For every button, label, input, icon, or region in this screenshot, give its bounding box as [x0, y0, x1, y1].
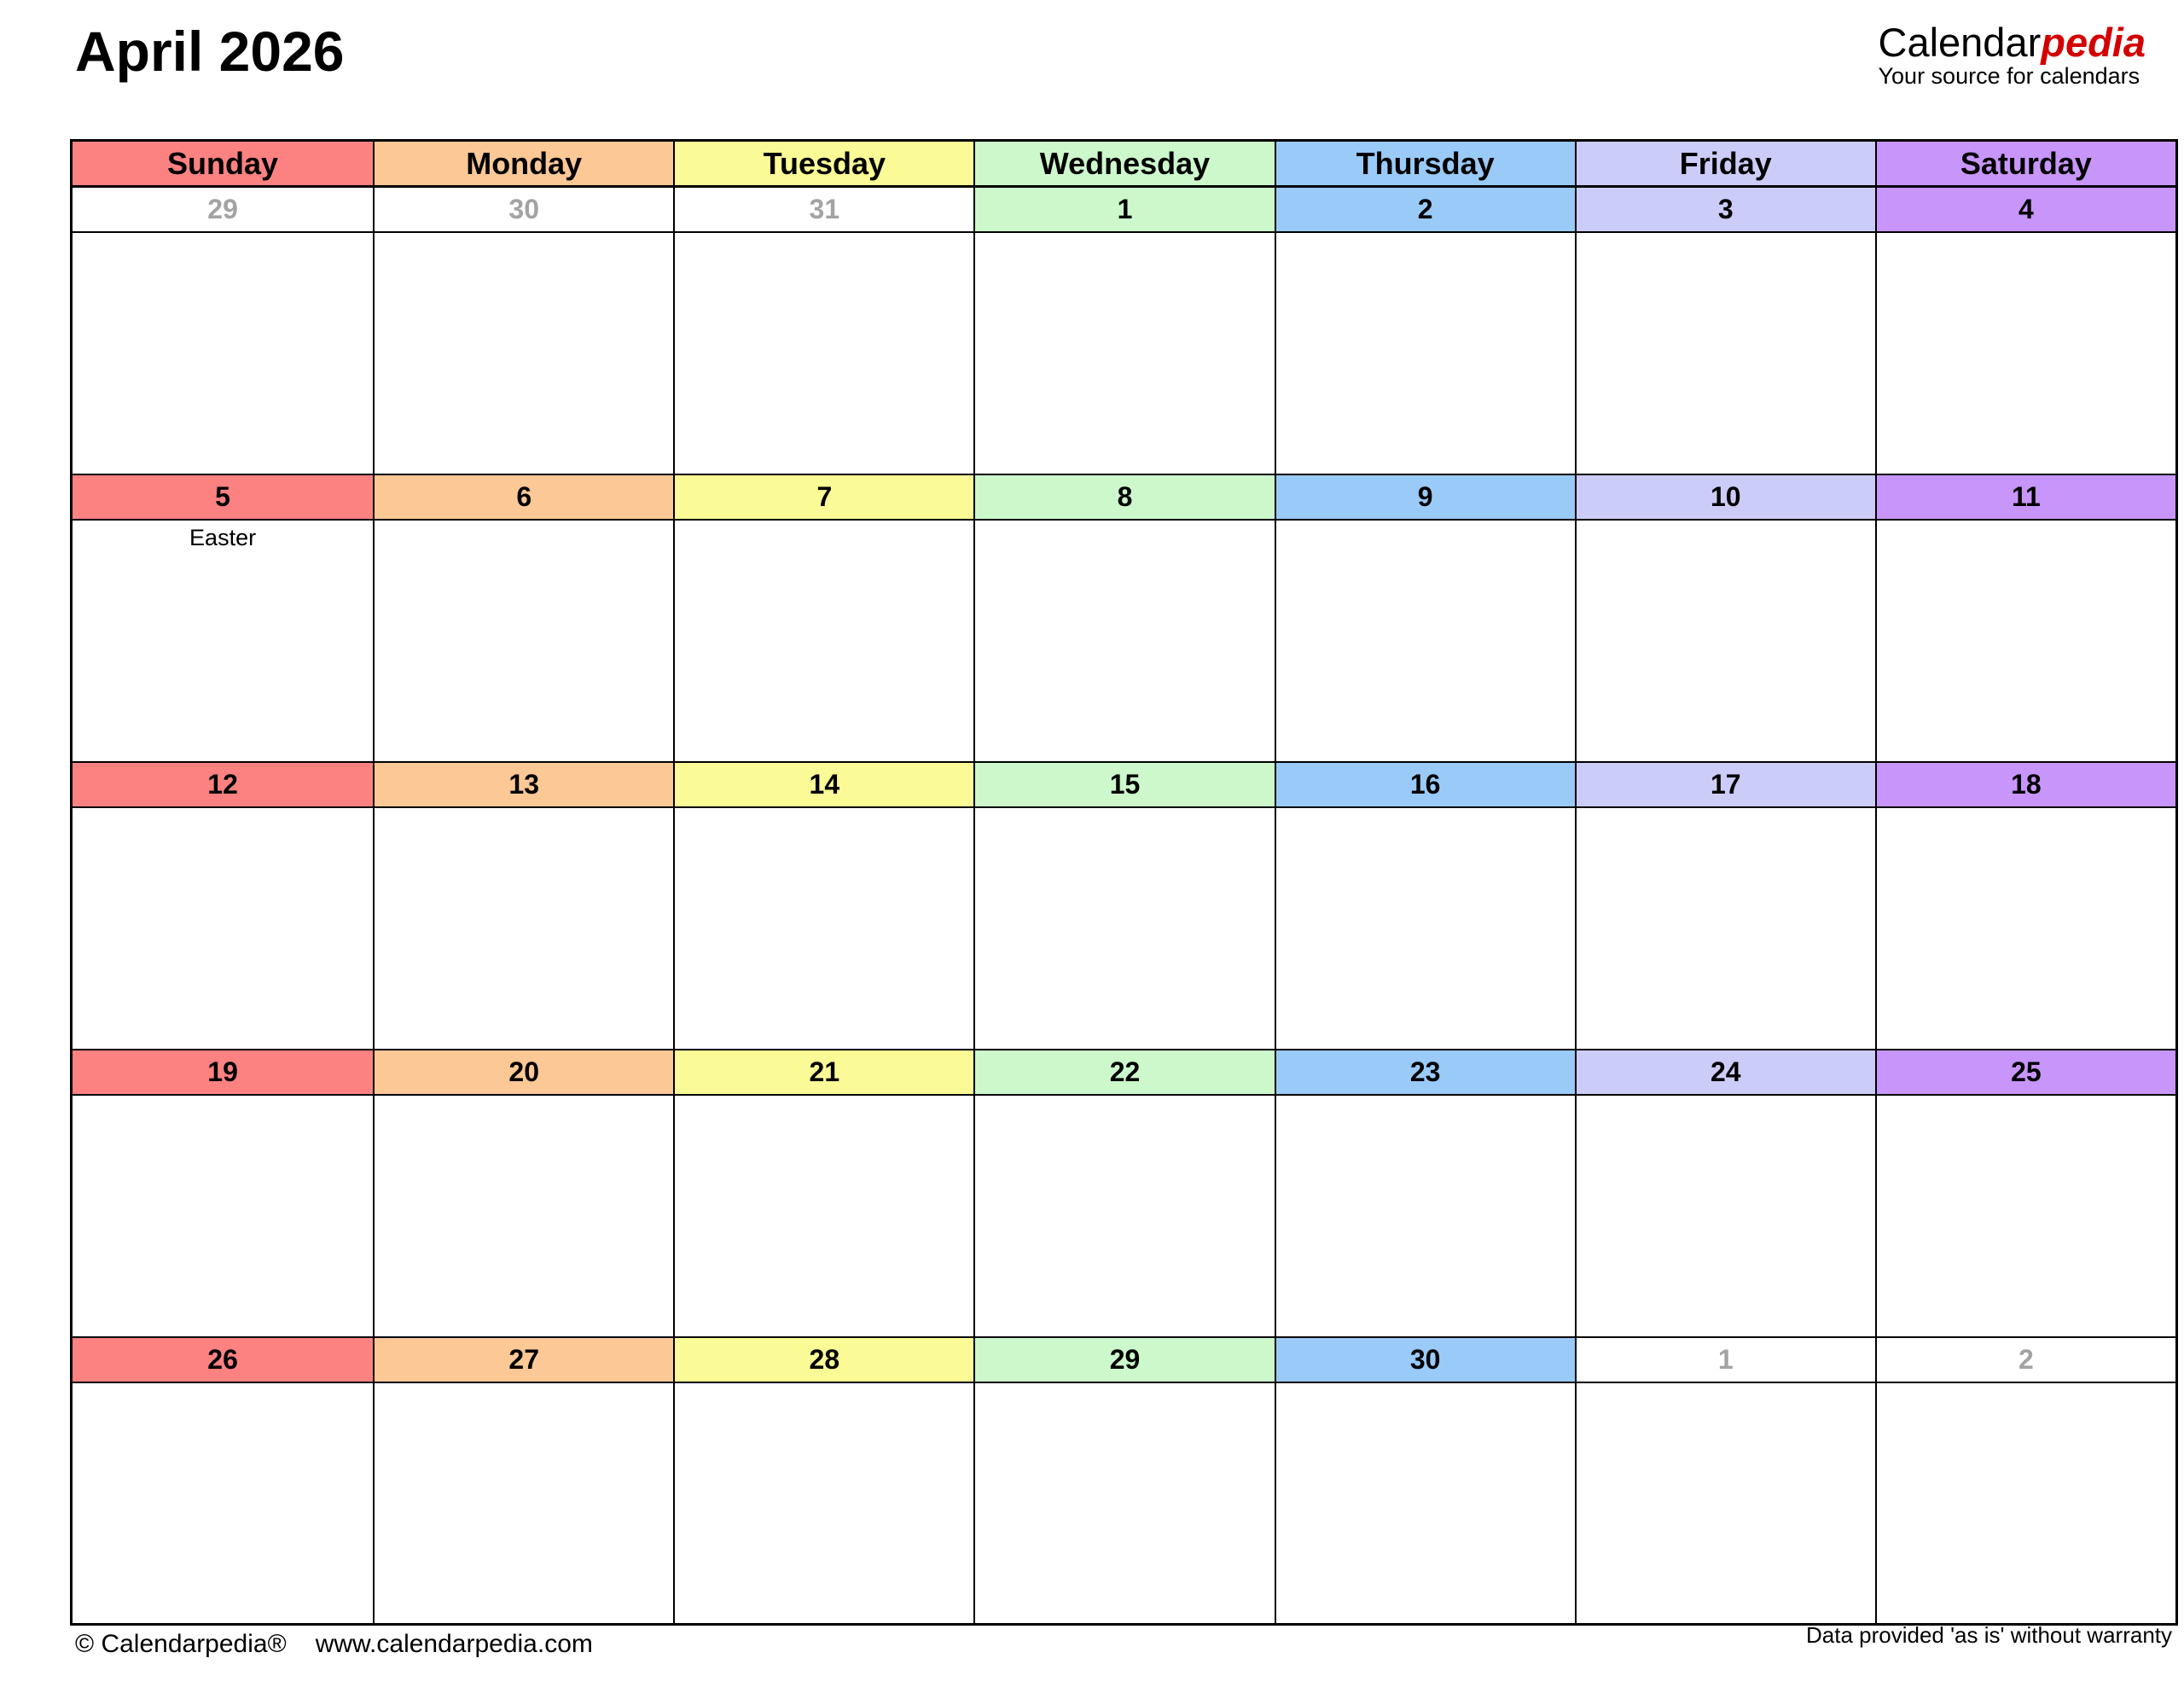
date-cell: 4 — [1875, 188, 2175, 233]
calendarpedia-logo — [1879, 22, 2146, 89]
date-cell: 27 — [373, 1338, 673, 1383]
day-body-cell — [973, 1383, 1274, 1623]
date-cell: 30 — [1275, 1338, 1575, 1383]
date-cell: 24 — [1575, 1050, 1875, 1096]
day-body-cell — [373, 1096, 673, 1338]
date-cell: 28 — [673, 1338, 973, 1383]
day-body-cell — [1275, 1096, 1575, 1338]
day-body-cell — [1575, 521, 1875, 763]
week-3-date-row — [73, 763, 2175, 808]
day-body-cell — [73, 521, 373, 763]
day-body-cell — [1875, 1096, 2175, 1338]
week-3-body-row — [73, 808, 2175, 1050]
date-cell: 2 — [1275, 188, 1575, 233]
date-cell: 29 — [973, 1338, 1274, 1383]
weekday-header-cell-sunday: Sunday — [73, 142, 373, 188]
day-body-cell — [373, 233, 673, 475]
day-body-cell — [1875, 521, 2175, 763]
date-cell: 14 — [673, 763, 973, 808]
date-cell: 25 — [1875, 1050, 2175, 1096]
weekday-header-cell-monday: Monday — [373, 142, 673, 188]
calendar-grid — [70, 139, 2178, 1626]
date-cell: 6 — [373, 475, 673, 521]
date-cell: 8 — [973, 475, 1274, 521]
weekday-header-cell-friday: Friday — [1575, 142, 1875, 188]
page-title: April 2026 — [75, 20, 345, 83]
weekday-header-cell-saturday: Saturday — [1875, 142, 2175, 188]
week-4-date-row — [73, 1050, 2175, 1096]
date-cell: 3 — [1575, 188, 1875, 233]
logo-part-pedia: pedia — [2041, 20, 2146, 65]
day-body-cell — [1875, 808, 2175, 1050]
holiday-note: Easter — [189, 525, 257, 550]
day-body-cell — [1575, 808, 1875, 1050]
day-body-cell — [73, 1383, 373, 1623]
date-cell: 21 — [673, 1050, 973, 1096]
day-body-cell — [1275, 233, 1575, 475]
week-1-body-row — [73, 233, 2175, 475]
date-cell: 19 — [73, 1050, 373, 1096]
day-body-cell — [973, 1096, 1274, 1338]
date-cell: 15 — [973, 763, 1274, 808]
date-cell: 31 — [673, 188, 973, 233]
day-body-cell — [1875, 233, 2175, 475]
date-cell: 18 — [1875, 763, 2175, 808]
weekday-header-cell-tuesday: Tuesday — [673, 142, 973, 188]
date-cell: 16 — [1275, 763, 1575, 808]
day-body-cell — [1575, 1096, 1875, 1338]
date-cell: 30 — [373, 188, 673, 233]
date-cell: 2 — [1875, 1338, 2175, 1383]
date-cell: 10 — [1575, 475, 1875, 521]
day-body-cell — [373, 808, 673, 1050]
week-5-body-row — [73, 1383, 2175, 1623]
day-body-cell — [973, 233, 1274, 475]
date-cell: 1 — [973, 188, 1274, 233]
day-body-cell — [373, 521, 673, 763]
week-4-body-row — [73, 1096, 2175, 1338]
day-body-cell — [1275, 808, 1575, 1050]
date-cell: 11 — [1875, 475, 2175, 521]
day-body-cell — [1875, 1383, 2175, 1623]
date-cell: 26 — [73, 1338, 373, 1383]
date-cell: 12 — [73, 763, 373, 808]
date-cell: 9 — [1275, 475, 1575, 521]
week-2-date-row — [73, 475, 2175, 521]
date-cell: 17 — [1575, 763, 1875, 808]
weekday-header-cell-wednesday: Wednesday — [973, 142, 1274, 188]
week-2-body-row — [73, 521, 2175, 763]
logo-part-calendar: Calendar — [1878, 20, 2042, 65]
week-1-date-row — [73, 188, 2175, 233]
day-body-cell — [673, 808, 973, 1050]
day-body-cell — [673, 233, 973, 475]
day-body-cell — [673, 521, 973, 763]
day-body-cell — [673, 1096, 973, 1338]
day-body-cell — [973, 521, 1274, 763]
date-cell: 1 — [1575, 1338, 1875, 1383]
weekday-header-row — [73, 142, 2175, 188]
day-body-cell — [373, 1383, 673, 1623]
date-cell: 5 — [73, 475, 373, 521]
logo-wordmark — [1879, 22, 2146, 63]
week-5-date-row — [73, 1338, 2175, 1383]
day-body-cell — [1275, 521, 1575, 763]
date-cell: 7 — [673, 475, 973, 521]
day-body-cell — [673, 1383, 973, 1623]
calendarpedia-url[interactable]: www.calendarpedia.com — [315, 1630, 593, 1658]
date-cell: 13 — [373, 763, 673, 808]
date-cell: 23 — [1275, 1050, 1575, 1096]
footer-disclaimer: Data provided 'as is' without warranty — [1805, 1622, 2172, 1648]
date-cell: 22 — [973, 1050, 1274, 1096]
footer-copyright — [75, 1630, 593, 1659]
weekday-header-cell-thursday: Thursday — [1275, 142, 1575, 188]
day-body-cell — [73, 233, 373, 475]
day-body-cell — [73, 808, 373, 1050]
day-body-cell — [1575, 233, 1875, 475]
day-body-cell — [1575, 1383, 1875, 1623]
copyright-text: © Calendarpedia® — [75, 1630, 287, 1658]
date-cell: 29 — [73, 188, 373, 233]
date-cell: 20 — [373, 1050, 673, 1096]
logo-tagline: Your source for calendars — [1878, 63, 2140, 89]
day-body-cell — [1275, 1383, 1575, 1623]
day-body-cell — [73, 1096, 373, 1338]
day-body-cell — [973, 808, 1274, 1050]
